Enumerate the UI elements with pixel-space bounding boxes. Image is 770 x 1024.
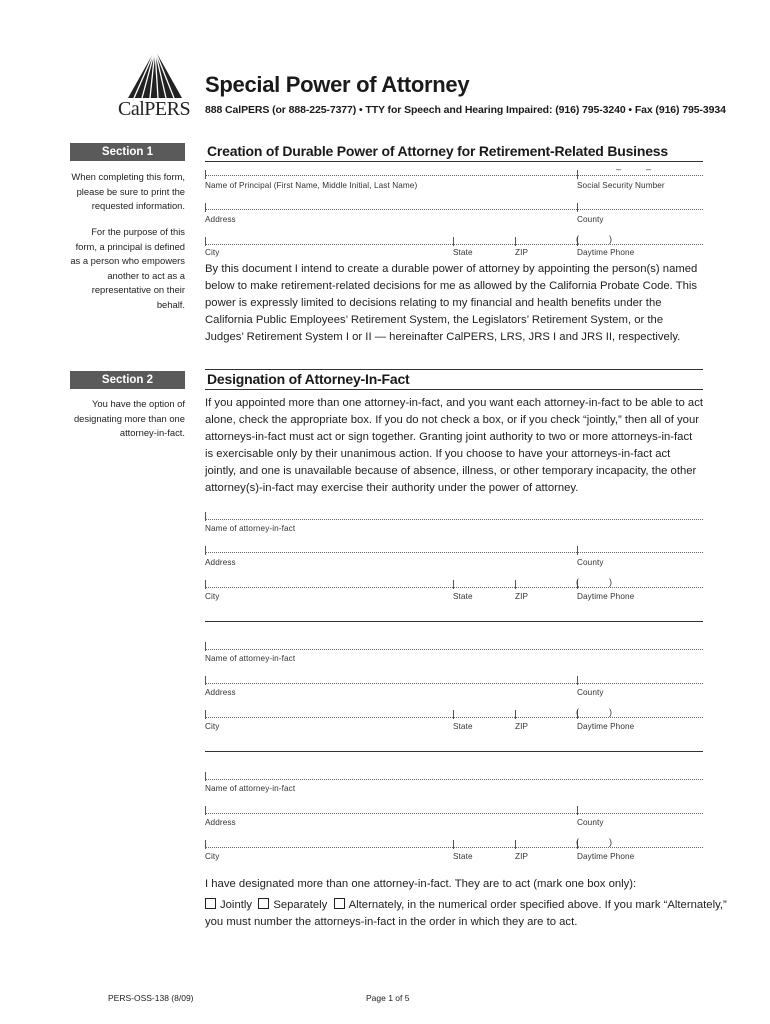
attorney1-county-field[interactable]	[577, 545, 703, 557]
attorney2-state-field[interactable]	[453, 709, 513, 721]
attorney3-state-field[interactable]	[453, 839, 513, 851]
attorney1-city-label: City	[205, 592, 220, 601]
alternately-note: you must number the attorneys-in-fact in the order in which they are to act.	[205, 916, 578, 928]
section2-tab: Section 2	[70, 371, 185, 389]
attorney3-phone-field[interactable]	[577, 839, 703, 851]
form-id: PERS-OSS-138 (8/09)	[108, 993, 194, 1003]
attorney3-zip-label: ZIP	[515, 852, 529, 861]
attorney1-phone-field[interactable]	[577, 579, 703, 591]
attorney3-zip-field[interactable]	[515, 839, 575, 851]
attorney2-name-label: Name of attorney-in-fact	[205, 654, 296, 663]
attorney1-zip-field[interactable]	[515, 579, 575, 591]
attorney2-county-field[interactable]	[577, 675, 703, 687]
principal-state-field[interactable]	[453, 236, 513, 248]
attorney2-city-label: City	[205, 722, 220, 731]
alternately-label: Alternately, in the numerical order specified above. If you mark “Alternately,”	[348, 899, 727, 911]
attorney2-county-label: County	[577, 688, 604, 697]
page-number: Page 1 of 5	[366, 993, 410, 1003]
city-label: City	[205, 248, 220, 257]
principal-zip-field[interactable]	[515, 236, 575, 248]
attorney1-state-field[interactable]	[453, 579, 513, 591]
attorney3-address-field[interactable]	[205, 805, 575, 817]
attorney2-state-label: State	[453, 722, 473, 731]
principal-phone-field[interactable]	[577, 236, 703, 248]
address-label: Address	[205, 215, 236, 224]
attorney3-phone-label: Daytime Phone	[577, 852, 635, 861]
attorney2-zip-label: ZIP	[515, 722, 529, 731]
attorney1-state-label: State	[453, 592, 473, 601]
section2-top-rule	[205, 369, 703, 370]
attorney2-zip-field[interactable]	[515, 709, 575, 721]
attorney1-phone-label: Daytime Phone	[577, 592, 635, 601]
county-label: County	[577, 215, 604, 224]
attorney1-city-field[interactable]	[205, 579, 451, 591]
logo-wordmark: CalPERS	[118, 98, 191, 120]
attorney2-phone-label: Daytime Phone	[577, 722, 635, 731]
designation-instruction: I have designated more than one attorney-in-fact. They are to act (mark one box only):	[205, 878, 637, 890]
principal-city-field[interactable]	[205, 236, 451, 248]
attorney3-address-label: Address	[205, 818, 236, 827]
attorney-separator-1	[205, 621, 703, 622]
attorney2-name-field[interactable]	[205, 641, 703, 653]
calpers-logo-icon	[120, 48, 184, 100]
attorney2-city-field[interactable]	[205, 709, 451, 721]
attorney2-address-label: Address	[205, 688, 236, 697]
attorney3-name-label: Name of attorney-in-fact	[205, 784, 296, 793]
section1-rule	[205, 161, 703, 162]
attorney1-address-label: Address	[205, 558, 236, 567]
principal-name-label: Name of Principal (First Name, Middle Initial, Last Name)	[205, 181, 418, 190]
attorney3-state-label: State	[453, 852, 473, 861]
attorney1-zip-label: ZIP	[515, 592, 529, 601]
phone-label: Daytime Phone	[577, 248, 635, 257]
section1-note-completing: When completing this form, please be sure to print the requested information.	[71, 171, 185, 211]
ssn-label: Social Security Number	[577, 181, 665, 190]
section2-note: You have the option of designating more than one attorney-in-fact.	[73, 398, 185, 438]
state-label: State	[453, 248, 473, 257]
section2-title: Designation of Attorney-In-Fact	[207, 371, 410, 387]
attorney1-county-label: County	[577, 558, 604, 567]
attorney1-name-field[interactable]	[205, 511, 703, 523]
attorney3-county-field[interactable]	[577, 805, 703, 817]
page-title: Special Power of Attorney	[205, 72, 470, 97]
attorney3-city-label: City	[205, 852, 220, 861]
jointly-label: Jointly	[220, 899, 253, 911]
section1-title: Creation of Durable Power of Attorney for Retirement-Related Business	[207, 143, 668, 159]
zip-label: ZIP	[515, 248, 529, 257]
contact-line: 888 CalPERS (or 888-225-7377) • TTY for Speech and Hearing Impaired: (916) 795-3240 • Fax (916) 795-3934	[205, 104, 726, 116]
attorney-separator-2	[205, 751, 703, 752]
jointly-checkbox[interactable]	[205, 898, 216, 909]
designation-options	[205, 897, 725, 914]
principal-address-field[interactable]	[205, 202, 575, 214]
attorney2-phone-field[interactable]	[577, 709, 703, 721]
attorney1-name-label: Name of attorney-in-fact	[205, 524, 296, 533]
section2-body: If you appointed more than one attorney-in-fact, and you want each attorney-in-fact to be able to act alone, check the appropriate box. If you do not check a box, or if you check “jointly,” then all of your attorneys-in-fact must act or sign together. Granting joint authority to two or more attorneys-in-fact is exercisable only by their unanimous action. If you choose to have your attorneys-in-fact act jointly, and one is unavailable because of absence, illness, or other temporary incapacity, the other attorney(s)-in-fact may exercise their authority under the power of attorney.	[205, 397, 703, 494]
attorney2-address-field[interactable]	[205, 675, 575, 687]
section1-tab: Section 1	[70, 143, 185, 161]
attorney3-county-label: County	[577, 818, 604, 827]
section2-rule	[205, 389, 703, 390]
attorney1-address-field[interactable]	[205, 545, 575, 557]
separately-label: Separately	[273, 899, 328, 911]
section1-body: By this document I intend to create a durable power of attorney by appointing the person(s) named below to make retirement-related decisions for me as allowed by the California Probate Code. This power is expressly limited to decisions relating to my financial and health benefits under the California Public Employees’ Retirement System, the Legislators’ Retirement System, or the Judges’ Retirement System I or II — hereinafter CalPERS, LRS, JRS I and JRS II, respectively.	[205, 263, 698, 343]
attorney3-city-field[interactable]	[205, 839, 451, 851]
alternately-checkbox[interactable]	[334, 898, 345, 909]
attorney3-name-field[interactable]	[205, 771, 703, 783]
section1-note-principal: For the purpose of this form, a principal is defined as a person who empowers another to act as a representative on their behalf.	[70, 226, 185, 310]
separately-checkbox[interactable]	[258, 898, 269, 909]
principal-county-field[interactable]	[577, 202, 703, 214]
